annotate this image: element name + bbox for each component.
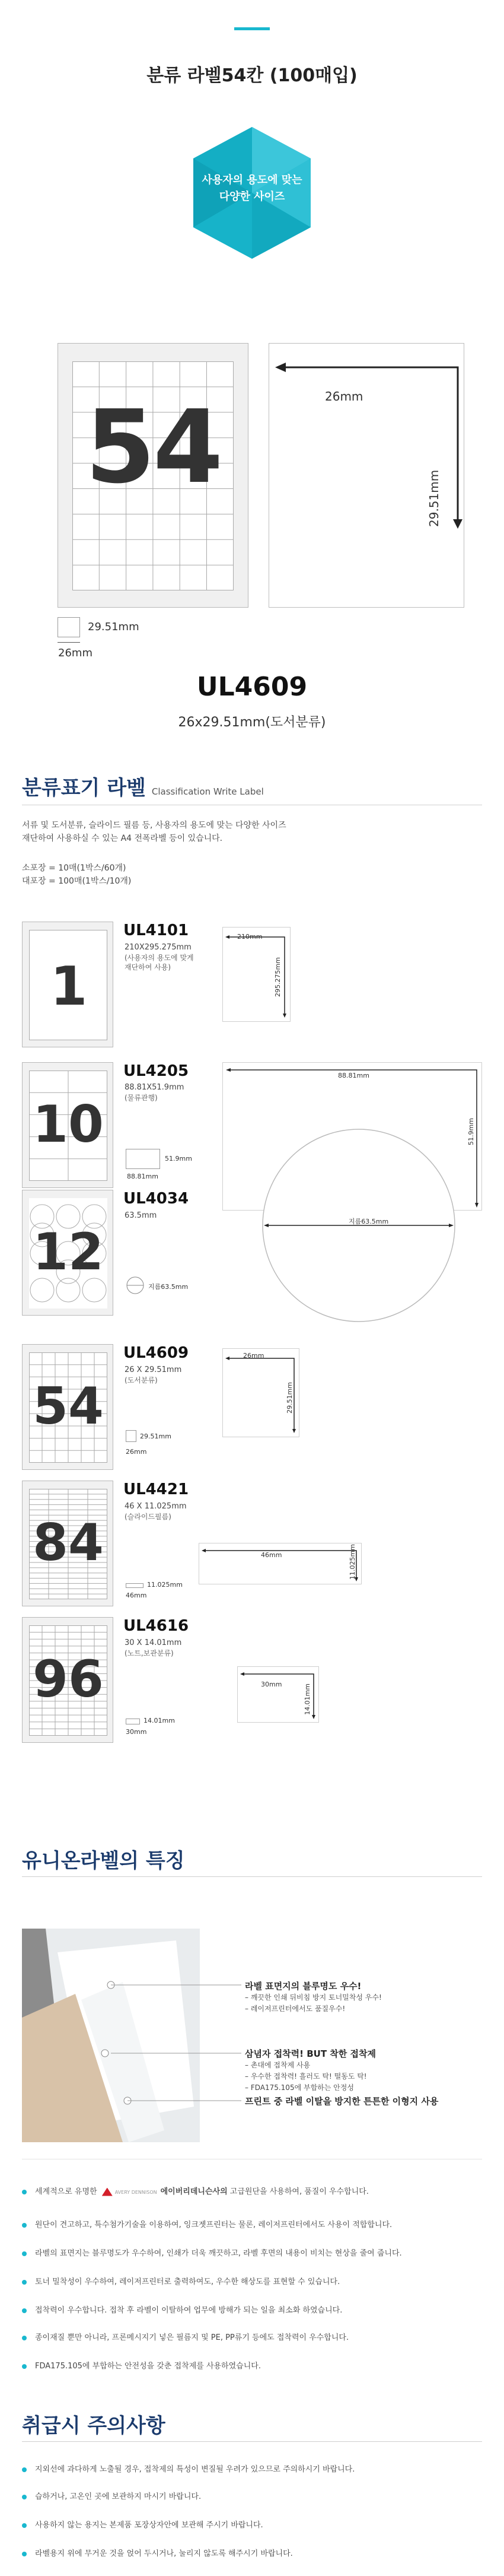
caution-item-text: 지외선에 과다하게 노출될 경우, 접착제의 특성이 변질될 우려가 있으므로 주의하시기 바랍니다. bbox=[35, 2465, 355, 2474]
dimension-arrows bbox=[199, 1543, 362, 1585]
dimension-box-ul4421 bbox=[199, 1543, 362, 1584]
classification-description bbox=[22, 819, 286, 845]
feature-item-7 bbox=[22, 2359, 482, 2371]
hero-label-height: 29.51mm bbox=[427, 469, 441, 527]
cell-circle-diameter: 지름63.5mm bbox=[148, 1283, 189, 1291]
feature-point-2-sub-3: – FDA175.105에 부합하는 안정성 bbox=[245, 2083, 354, 2092]
feature-point-3-head: 프린트 중 라벨 이탈을 방지한 튼튼한 이형지 사용 bbox=[245, 2096, 439, 2107]
desc-line-1: 서류 및 도서분류, 슬라이드 필름 등, 사용자의 용도에 맞는 다양한 사이즈 bbox=[22, 821, 286, 830]
cell-sample bbox=[126, 1583, 143, 1588]
cell-sample bbox=[126, 1719, 140, 1724]
feature-point-1-sub-2: – 레이저프린터에서도 품질우수! bbox=[245, 2005, 346, 2013]
pack-large: 대포장 = 100매(1박스/10개) bbox=[22, 876, 132, 886]
cell-sample bbox=[126, 1430, 136, 1442]
dim-width: 26mm bbox=[243, 1352, 264, 1360]
caution-item-2 bbox=[22, 2490, 482, 2501]
sheet-count: 54 bbox=[33, 1377, 104, 1436]
feature-item-text: FDA175.105에 부합하는 안전성을 갖춘 접착제를 사용하였습니다. bbox=[35, 2362, 261, 2371]
sheet-paper bbox=[29, 1352, 107, 1463]
feature-pointer-lines bbox=[111, 1929, 395, 2142]
dim-height: 14.01mm bbox=[304, 1684, 311, 1715]
bullet-dot bbox=[22, 2251, 27, 2256]
feature-item-text: 세계적으로 유명한 bbox=[35, 2187, 97, 2196]
hero-label-count: 54 bbox=[85, 389, 221, 506]
feature-item-text: 라벨의 표면지는 블루명도가 우수하여, 인쇄가 더욱 깨끗하고, 라벨 후면의 내용이 비치는 현상을 줄여 줍니다. bbox=[35, 2249, 402, 2258]
product-size-text: 26x29.51mm(도서분류) bbox=[178, 715, 326, 730]
sheet-count: 12 bbox=[33, 1222, 104, 1282]
sheet-count: 10 bbox=[33, 1095, 104, 1154]
sheet-count: 96 bbox=[33, 1650, 104, 1709]
feature-item-6 bbox=[22, 2331, 482, 2342]
feature-point-2-sub-1: – 촌대에 접착제 사용 bbox=[245, 2061, 311, 2069]
product-code-ul4205: UL4205 bbox=[123, 1062, 189, 1080]
hero-sheet bbox=[58, 343, 248, 608]
desc-line-2: 재단하여 사용하실 수 있는 A4 전폭라벨 등이 있습니다. bbox=[22, 834, 223, 843]
dim-width: 30mm bbox=[261, 1681, 282, 1688]
bullet-dot bbox=[22, 2280, 27, 2285]
avery-brand-text: 에이버리데니슨사의 bbox=[160, 2187, 228, 2196]
feature-point-1 bbox=[245, 1980, 382, 2015]
bullet-dot bbox=[22, 2364, 27, 2369]
feature-item-text: 접착력이 우수합니다. 접착 후 라벨이 이탈하여 업무에 방해가 되는 일을 최소화 하였습니다. bbox=[35, 2306, 343, 2315]
badge-line-1: 사용자의 용도에 맞는 bbox=[202, 174, 302, 186]
hero-cell-height: 29.51mm bbox=[88, 621, 139, 633]
product-size: 63.5mm bbox=[125, 1211, 157, 1220]
avery-dennison-logo-icon bbox=[102, 2188, 113, 2196]
caution-item-3 bbox=[22, 2518, 482, 2530]
feature-item-1 bbox=[22, 2185, 482, 2196]
hero-cell-width-line bbox=[58, 642, 80, 643]
cell-height: 29.51mm bbox=[140, 1432, 171, 1440]
classification-title-ko: 분류표기 라벨 bbox=[22, 776, 146, 800]
product-code-ul4101: UL4101 bbox=[123, 922, 189, 939]
feature-point-3 bbox=[245, 2095, 438, 2107]
product-note: (물류관행) bbox=[125, 1094, 158, 1102]
product-code-ul4616: UL4616 bbox=[123, 1617, 189, 1635]
feature-point-2 bbox=[245, 2047, 376, 2094]
dim-height: 11.025mm bbox=[349, 1544, 356, 1580]
cell-width: 30mm bbox=[126, 1728, 147, 1736]
sheet-count: 84 bbox=[33, 1513, 104, 1573]
dim-height: 295.275mm bbox=[274, 957, 282, 997]
cell-circle-sample bbox=[126, 1276, 145, 1295]
cell-height: 51.9mm bbox=[165, 1155, 192, 1162]
features-title: 유니온라벨의 특징 bbox=[22, 1849, 185, 1873]
product-code: UL4609 bbox=[196, 672, 308, 702]
product-sheet-ul4609 bbox=[22, 1344, 113, 1470]
dim-width: 210mm bbox=[237, 933, 263, 941]
feature-item-5 bbox=[22, 2304, 482, 2315]
pack-small: 소포장 = 10매(1박스/60개) bbox=[22, 863, 126, 873]
feature-point-2-sub-2: – 우수한 접착력! 흘러도 탁! 떨동도 탁! bbox=[245, 2072, 367, 2081]
sheet-paper bbox=[29, 1489, 107, 1599]
hexagon-badge bbox=[184, 125, 320, 261]
sheet-paper bbox=[29, 1625, 107, 1736]
product-size: 210X295.275mm bbox=[125, 943, 192, 952]
hero-sheet-paper bbox=[72, 361, 234, 590]
bullet-dot bbox=[22, 2552, 27, 2556]
top-accent-bar bbox=[234, 27, 270, 30]
dim-height: 51.9mm bbox=[467, 1118, 475, 1145]
caution-divider bbox=[22, 2441, 482, 2442]
feature-point-2-head: 삼념자 접착력! BUT 착한 접착제 bbox=[245, 2048, 376, 2059]
feature-point-1-head: 라벨 표면지의 블루명도 우수! bbox=[245, 1981, 362, 1991]
bullet-dot bbox=[22, 2495, 27, 2499]
product-sheet-ul4616 bbox=[22, 1617, 113, 1743]
product-sheet-ul4421 bbox=[22, 1481, 113, 1606]
feature-item-4 bbox=[22, 2275, 482, 2286]
features-divider bbox=[22, 1876, 482, 1877]
product-code-ul4034: UL4034 bbox=[123, 1190, 189, 1208]
product-note-line-1: (사용자의 용도에 맞게 bbox=[125, 954, 194, 962]
sheet-paper bbox=[29, 1071, 107, 1181]
product-size: 30 X 14.01mm bbox=[125, 1638, 182, 1647]
product-code-ul4421: UL4421 bbox=[123, 1481, 189, 1498]
feature-point-1-sub-1: – 깨끗한 인쇄 뒤비침 방지 토너밀착성 우수! bbox=[245, 1993, 382, 2002]
product-sheet-ul4034 bbox=[22, 1190, 113, 1316]
classification-title-en: Classification Write Label bbox=[151, 786, 264, 797]
sheet-count: 1 bbox=[50, 955, 88, 1018]
product-sheet-ul4205 bbox=[22, 1062, 113, 1188]
package-info bbox=[22, 862, 131, 888]
product-size: 46 X 11.025mm bbox=[125, 1502, 187, 1511]
hero-cell-width: 26mm bbox=[58, 647, 92, 659]
page-title: 분류 라벨54칸 (100매입) bbox=[146, 65, 358, 86]
cell-width: 88.81mm bbox=[127, 1173, 158, 1180]
sheet-paper bbox=[29, 930, 107, 1040]
product-note: (노트,보관분류) bbox=[125, 1649, 174, 1657]
product-code-ul4609: UL4609 bbox=[123, 1344, 189, 1362]
bullet-dot bbox=[22, 2467, 27, 2472]
product-size: 26 X 29.51mm bbox=[125, 1365, 182, 1374]
caution-item-text: 사용하지 않는 용지는 본제품 포장상자안에 보관해 주시기 바랍니다. bbox=[35, 2521, 263, 2530]
badge-line-2: 다양한 사이즈 bbox=[219, 190, 285, 203]
cell-width: 26mm bbox=[126, 1448, 147, 1456]
cell-height: 11.025mm bbox=[147, 1581, 183, 1589]
bullet-dot bbox=[22, 2336, 27, 2340]
hero-label-width: 26mm bbox=[325, 389, 363, 404]
feature-item-text: 원단이 견고하고, 특수첨가기술을 이용하여, 잉크젯프린터는 물론, 레이저프린터에서도 사용이 적합합니다. bbox=[35, 2221, 393, 2229]
product-note-line-2: 재단하여 사용) bbox=[125, 963, 171, 971]
dim-width: 88.81mm bbox=[338, 1072, 369, 1079]
product-sheet-ul4101 bbox=[22, 922, 113, 1047]
bullet-dot bbox=[22, 2223, 27, 2228]
feature-item-text: 종이재질 뿐만 아니라, 프론메시지기 넣은 필름지 및 PE, PP류기 등에도 접착력이 우수합니다. bbox=[35, 2333, 349, 2342]
product-size: 88.81X51.9mm bbox=[125, 1083, 184, 1092]
caution-title: 취급시 주의사항 bbox=[22, 2414, 165, 2438]
feature-item-text: 토너 밀착성이 우수하여, 레이저프린터로 출력하여도, 우수한 해상도를 표현할 수 있습니다. bbox=[35, 2278, 340, 2286]
caution-item-1 bbox=[22, 2463, 482, 2474]
feature-item-3 bbox=[22, 2247, 482, 2258]
caution-item-4 bbox=[22, 2547, 482, 2558]
cell-height: 14.01mm bbox=[143, 1717, 175, 1724]
feature-item-2 bbox=[22, 2218, 482, 2229]
product-note: (도서분류) bbox=[125, 1376, 158, 1384]
bullet-dot bbox=[22, 2308, 27, 2313]
caution-item-text: 습하거나, 고온인 곳에 보관하지 마시기 바랍니다. bbox=[35, 2492, 202, 2501]
cell-sample bbox=[126, 1149, 160, 1169]
bullet-dot bbox=[22, 2523, 27, 2528]
dim-height: 29.51mm bbox=[286, 1382, 294, 1414]
hero-cell-sample bbox=[58, 617, 80, 637]
avery-logo-text: AVERY DENNISON bbox=[114, 2190, 157, 2195]
hexagon-badge-text bbox=[184, 172, 320, 205]
cell-width: 46mm bbox=[126, 1592, 147, 1599]
sheet-paper bbox=[29, 1198, 107, 1308]
dim-width: 46mm bbox=[261, 1551, 282, 1559]
avery-rest-text: 고급원단을 사용하여, 품질이 우수합니다. bbox=[229, 2187, 369, 2196]
bullet-dot bbox=[22, 2190, 27, 2194]
dim-diameter: 지름63.5mm bbox=[349, 1218, 389, 1225]
product-note bbox=[125, 953, 194, 972]
classification-title bbox=[22, 771, 264, 801]
caution-item-text: 라벨용지 위에 무거운 것을 얹어 두시거나, 눌리지 않도록 해주시기 바랍니다. bbox=[35, 2549, 293, 2558]
product-note: (슬라이드필름) bbox=[125, 1513, 171, 1521]
